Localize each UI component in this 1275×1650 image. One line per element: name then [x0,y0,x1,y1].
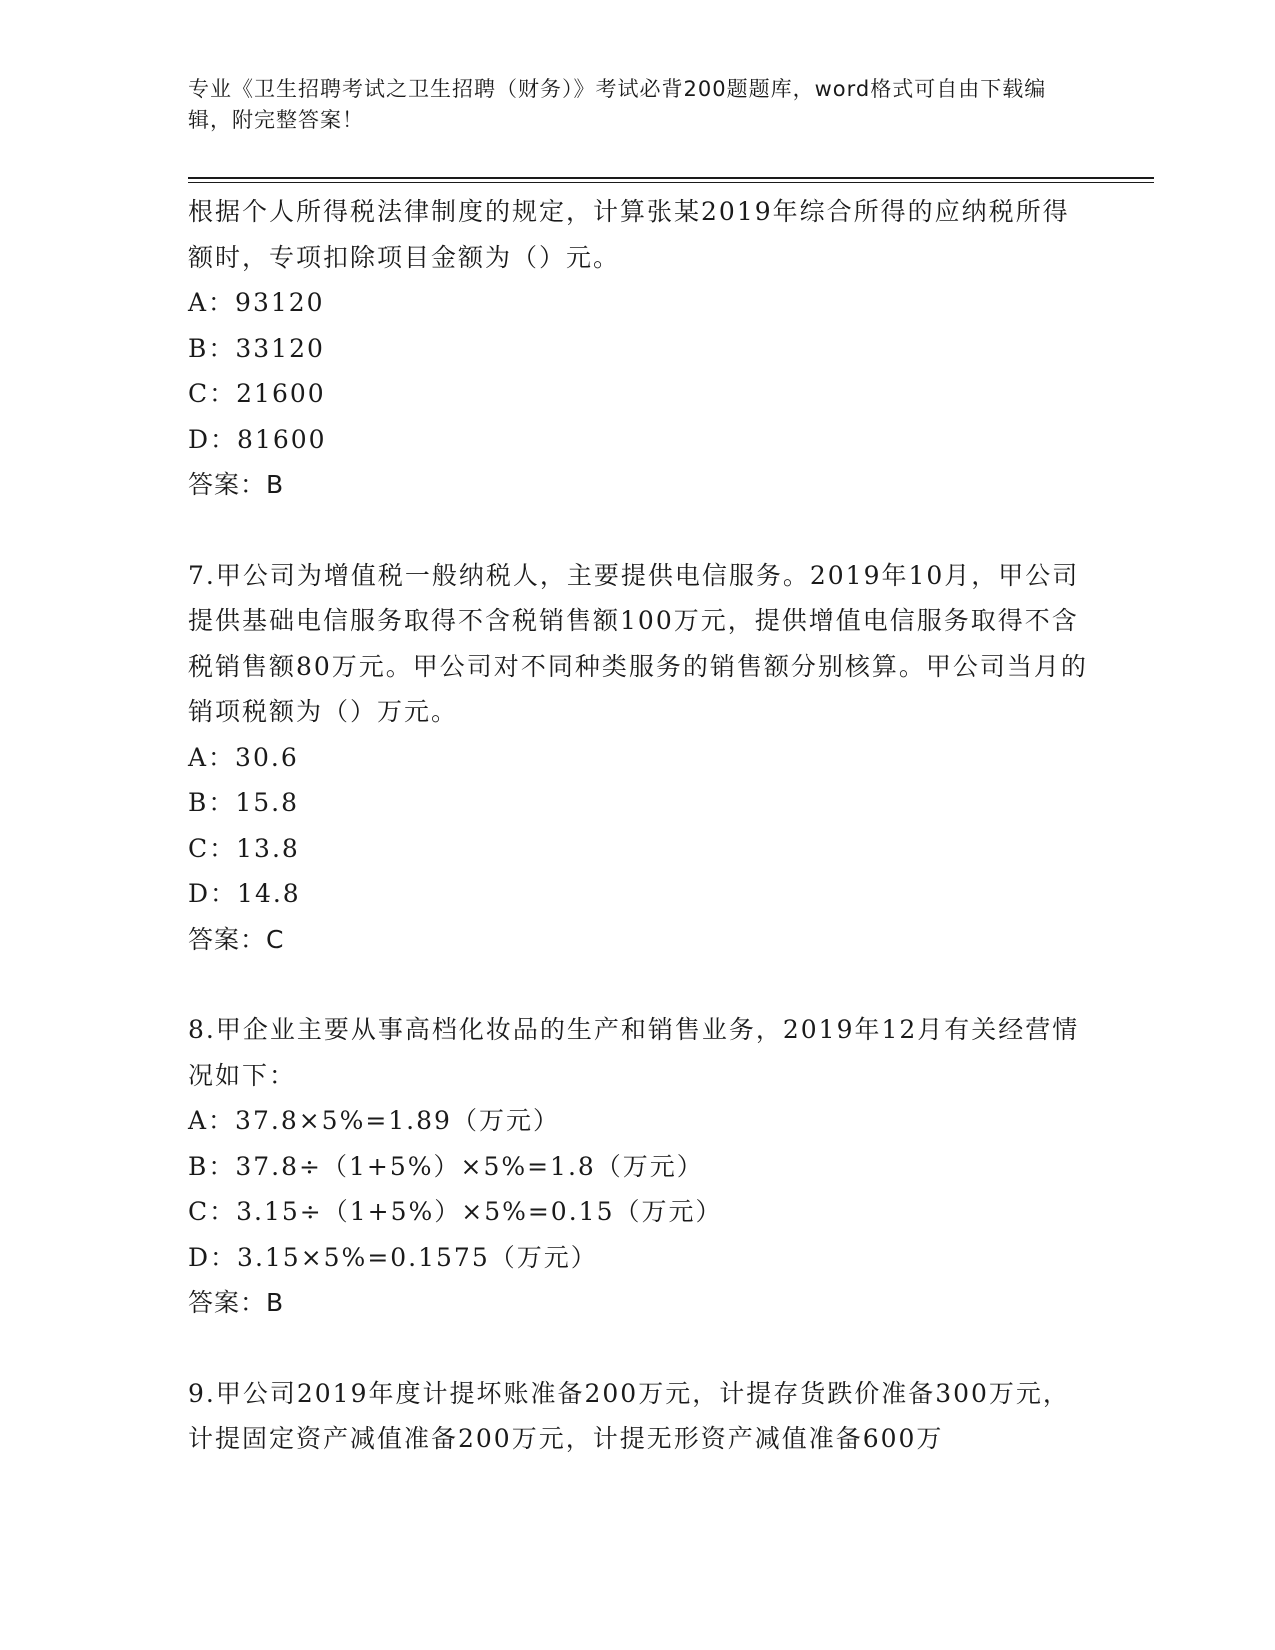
option-b: B：15.8 [188,788,300,817]
question-block [188,1371,1088,1462]
answer-line: 答案：C [188,924,285,954]
question-stem: 8.甲企业主要从事高档化妆品的生产和销售业务，2019年12月有关经营情况如下： [188,1015,1080,1090]
question-block [188,553,1088,963]
option-d: D：14.8 [188,879,301,908]
option-a: A：93120 [188,288,325,317]
question-stem: 7.甲公司为增值税一般纳税人，主要提供电信服务。2019年10月，甲公司提供基础电信服务取得不含税销售额100万元，提供增值电信服务取得不含税销售额80万元。甲公司对不同种类服务的销售额分别核算。甲公司当月的销项税额为（）万元。 [188,560,1088,726]
option-d: D：81600 [188,424,327,454]
header-divider-thin [188,182,1154,183]
spacer [188,1326,1088,1371]
option-a: A：30.6 [188,742,299,772]
option-c: C：21600 [188,379,326,408]
question-block [188,189,1088,508]
option-a: A：37.8×5%=1.89（万元） [188,1106,560,1135]
question-block [188,1007,1088,1326]
option-b: B：37.8÷（1+5%）×5%=1.8（万元） [188,1151,704,1181]
question-list [188,189,1088,1462]
option-c: C：13.8 [188,833,300,863]
spacer [188,508,1088,553]
spacer [188,962,1088,1007]
option-c: C：3.15÷（1+5%）×5%=0.15（万元） [188,1197,723,1226]
answer-line: 答案：B [188,1288,285,1317]
question-stem: 根据个人所得税法律制度的规定，计算张某2019年综合所得的应纳税所得额时，专项扣除项目金额为（）元。 [188,197,1070,272]
document-header: 专业《卫生招聘考试之卫生招聘（财务）》考试必背200题题库，word格式可自由下载编辑，附完整答案！ [188,77,1047,132]
option-b: B：33120 [188,333,325,363]
header-divider-thick [188,177,1154,179]
option-d: D：3.15×5%=0.1575（万元） [188,1242,598,1272]
answer-line: 答案：B [188,470,285,499]
question-stem: 9.甲公司2019年度计提坏账准备200万元，计提存货跌价准备300万元，计提固定资产减值准备200万元，计提无形资产减值准备600万 [188,1378,1070,1453]
